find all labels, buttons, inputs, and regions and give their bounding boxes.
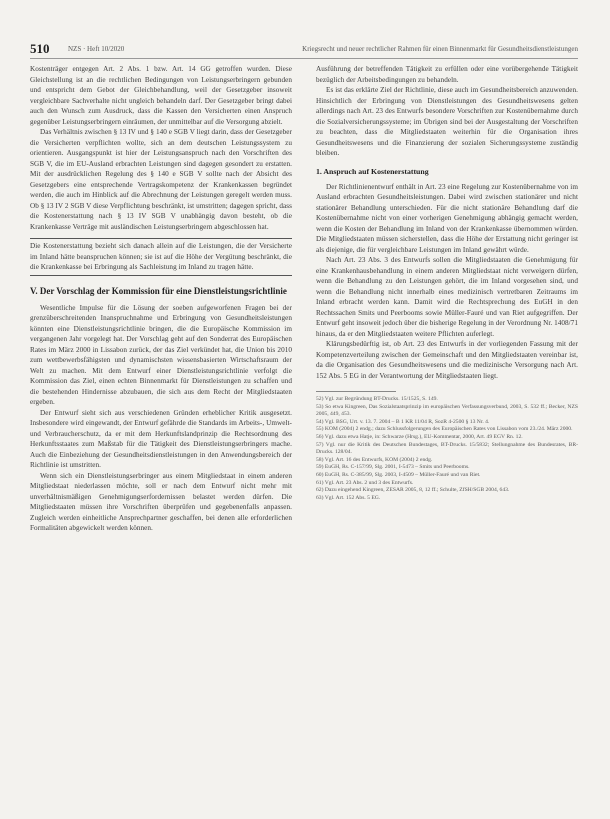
body-paragraph: Es ist das erklärte Ziel der Richtlinie, diese auch im Gesundheitsbereich anzuwenden. Hinsichtlich der Erbringung von Dienstleistungen des Gesundheitswesens gelten allerdings nach Art. 23 des Entwurfs besondere Vorschriften zur Kostenübernahme durch die Sozialversicherungssysteme; im Übrigen sind bei der Ausgestaltung der Vorschriften zu beachten, dass die Mitgliedstaaten weiterhin für die Organisation ihres Gesundheitswesens und die Finanzierung der sozialen Sicherungssysteme zuständig bleiben. <box>316 86 578 157</box>
body-paragraph: Klärungsbedürftig ist, ob Art. 23 des Entwurfs in der vorliegenden Fassung mit der Kompetenzverteilung zwischen der Gemeinschaft und den Mitgliedstaaten vereinbar ist, da die Organisation des Gesundheitswesens und die medizinische Versorgung nach Art. 152 Abs. 5 EG in der Verantwortung der Mitgliedstaaten liegt. <box>316 340 578 380</box>
footnote: 55) KOM (2004) 2 endg.; dazu Schlussfolgerungen des Europäischen Rates von Lissabon vom 23./24. März 2000. <box>316 426 573 433</box>
body-paragraph: Das Verhältnis zwischen § 13 IV und § 140 e SGB V liegt darin, dass der Gesetzgeber die Versicherten verpflichten wollte, sich an dem deutschen Leistungssystem zu orientieren. Ausgangspunkt ist hier der Leistungsanspruch nach den Vorschriften des SGB V, die im EU-Ausland erbrachten Leistungen sind dagegen gesondert zu erstatten. Mit der ausdrücklichen Regelung des § 140 e SGB V sollte nach der Absicht des Gesetzgebers eine entsprechende Vertragskompetenz der Krankenkassen begründet werden, die auch im Hinblick auf die Abrechnung der Leistungen geregelt werden muss. Ob § 13 IV 2 SGB V diese Verpflichtung beschränkt, ist umstritten; dagegen spricht, dass die Kostenerstattung nach § 13 IV SGB V unabhängig davon besteht, ob die Krankenkasse Verträge mit ausländischen Leistungserbringern abgeschlossen hat. <box>30 128 292 231</box>
header-divider <box>30 58 578 59</box>
journal-citation: NZS · Heft 10/2020 <box>68 45 125 53</box>
footnote: 58) Vgl. Art. 16 des Entwurfs, KOM (2004) 2 endg. <box>316 456 433 463</box>
footnote-divider <box>316 391 396 392</box>
left-column <box>30 64 292 534</box>
body-paragraph: Ausführung der betreffenden Tätigkeit zu erfüllen oder eine vorübergehende Tätigkeit bezüglich der Arbeitsbedingungen zu behandeln. <box>316 65 578 84</box>
body-paragraph: Der Richtlinienentwurf enthält in Art. 23 eine Regelung zur Kostenübernahme von im Ausland erbrachten Gesundheitsleistungen. Dabei wird zwischen stationärer und nicht stationärer Behandlung unterschieden. Für die nicht stationäre Behandlung darf die Kostenübernahme nicht von einer vorherigen Genehmigung abhängig gemacht werden, wenn die Kosten der Behandlung im Inland von der Krankenkasse übernommen würden. Die Mitgliedstaaten müssen sicherstellen, dass die Höhe der Erstattung nicht geringer ist als diejenige, die für vergleichbare Leistungen im Inland gewährt würde. <box>316 182 578 254</box>
footnote: 54) Vgl. BSG, Urt. v. 13. 7. 2004 – B 1 KR 11/04 R, SozR 4-2500 § 13 Nr. 4. <box>316 418 490 425</box>
body-paragraph: Wenn sich ein Dienstleistungserbringer aus einem Mitgliedstaat in einem anderen Mitgliedstaat niederlassen möchte, soll er nach dem Entwurf nicht mehr mit unverhältnismäßigen Genehmigungserfordernissen belastet werden dürfen. Die Mitgliedstaaten müssen ihre Vorschriften überprüfen und gegebenenfalls anpassen. Zugleich werden einheitliche Ansprechpartner geschaffen, bei denen alle erforderlichen Formalitäten abgewickelt werden können. <box>30 471 292 532</box>
right-column <box>316 64 578 502</box>
body-paragraph: Nach Art. 23 Abs. 3 des Entwurfs sollen die Mitgliedstaaten die Genehmigung für eine Krankenhausbehandlung in einem anderen Mitgliedstaat nicht verweigern dürfen, wenn die Behandlung zu den Leistungen gehört, die im Inland vorgesehen sind, und wenn die Behandlung nicht innerhalb eines medizinisch vertretbaren Zeitraums im Inland erbracht werden kann. Damit wird die Rechtsprechung des EuGH in den Rechtssachen Smits und Peerbooms sowie Müller-Fauré und van Riet aufgegriffen. Der Entwurf geht insoweit jedoch über die bisherige Regelung in der Verordnung Nr. 1408/71 hinaus, da er den Mitgliedstaaten weitere Pflichten auferlegt. <box>316 256 578 338</box>
footnotes <box>316 396 578 502</box>
running-title: Kriegsrecht und neuer rechtlicher Rahmen für einen Binnenmarkt für Gesundheitsdienstleistungen <box>302 45 578 53</box>
footnote: 60) EuGH, Rs. C-385/99, Slg. 2003, I-4509 – Müller-Fauré und van Riet. <box>316 471 481 478</box>
section-heading: V. Der Vorschlag der Kommission für eine Dienstleistungsrichtlinie <box>30 285 287 296</box>
boxed-paragraph <box>30 238 292 276</box>
body-paragraph: Der Entwurf sieht sich aus verschiedenen Gründen erheblicher Kritik ausgesetzt. Insbesondere wird eingewandt, der Entwurf gefährde die Standards im Arbeits-, Umwelt- und Verbraucherschutz, da er mit dem Herkunftslandprinzip die Rechtsordnung des Herkunftsstaates zum Maßstab für die Tätigkeit des Dienstleistungserbringers mache. Auch die Einbeziehung der Gesundheitsdienstleistungen in den Anwendungsbereich der Richtlinie ist umstritten. <box>30 408 292 469</box>
boxed-text: Die Kostenerstattung bezieht sich danach allein auf die Leistungen, die der Versicherte im Inland hätte beanspruchen können; sie ist auf die Höhe der Vergütung beschränkt, die die Krankenkasse bei Erbringung als Sachleistung im Inland zu tragen hätte. <box>30 242 292 271</box>
footnote: 52) Vgl. zur Begründung BT-Drucks. 15/1525, S. 149. <box>316 396 438 402</box>
page-header <box>30 43 578 59</box>
page-number: 510 <box>30 41 50 56</box>
footnote: 53) So etwa Kingreen, Das Sozialstaatsprinzip im europäischen Verfassungsverbund, 2003, S. 532 ff.; Becker, NZS 2005, 449, 453. <box>316 403 578 418</box>
footnote: 56) Vgl. dazu etwa Hatje, in: Schwarze (Hrsg.), EU-Kommentar, 2000, Art. 49 EGV Rn. 12. <box>316 433 523 440</box>
body-paragraph: Kostenträger entgegen Art. 2 Abs. 1 bzw. Art. 14 GG getroffen wurden. Diese Gleichstellung ist an die rechtlichen Bedingungen von Leistungserbringern gebunden und entspricht dem Gebot der Gleichbehandlung, weil der Gesetzgeber insoweit vergleichbare Sachverhalte nicht ungleich behandeln darf. Der Gesetzgeber bringt dabei auch den Wunsch zum Ausdruck, dass die Kassen den Versicherten einen Anspruch gegenüber Leistungserbringern einräumen, der unmittelbar auf die Versorgung abzielt. <box>30 65 292 126</box>
footnote: 59) EuGH, Rs. C-157/99, Slg. 2001, I-5473 – Smits und Peerbooms. <box>316 464 470 471</box>
footnote: 57) Vgl. nur die Kritik des Deutschen Bundestages, BT-Drucks. 15/5832; Stellungnahme des Bundesrates, BR-Drucks. 128/04. <box>316 441 578 456</box>
footnote: 63) Vgl. Art. 152 Abs. 5 EG. <box>316 494 381 501</box>
footnote: 62) Dazu eingehend Kingreen, ZESAR 2005, 8, 12 ff.; Schulte, ZfSH/SGB 2004, 643. <box>316 487 510 494</box>
body-paragraph: Wesentliche Impulse für die Lösung der soeben aufgeworfenen Fragen bei der grenzüberschreitenden Inanspruchnahme und Erbringung von Gesundheitsleistungen könnten eine Dienstleistungsrichtlinie bringen, die die Europäische Kommission im vergangenen Jahr vorgelegt hat. Der Vorschlag geht auf den Sonderrat des Europäischen Rates im März 2000 in Lissabon zurück, der das Ziel verkündet hat, die Union bis 2010 zum wettbewerbsfähigsten und dynamischsten wissensbasierten Wirtschaftsraum der Welt zu machen. Mit dem Entwurf einer Dienstleistungsrichtlinie verfolgt die Kommission das Ziel, einen echten Binnenmarkt für Dienstleistungen zu schaffen und die bestehenden Hindernisse abzubauen, die sich aus dem Recht der Mitgliedstaaten ergeben. <box>30 303 292 406</box>
footnote: 61) Vgl. Art. 23 Abs. 2 und 3 des Entwurfs. <box>316 479 414 486</box>
subsection-heading: 1. Anspruch auf Kostenerstattung <box>316 166 429 176</box>
